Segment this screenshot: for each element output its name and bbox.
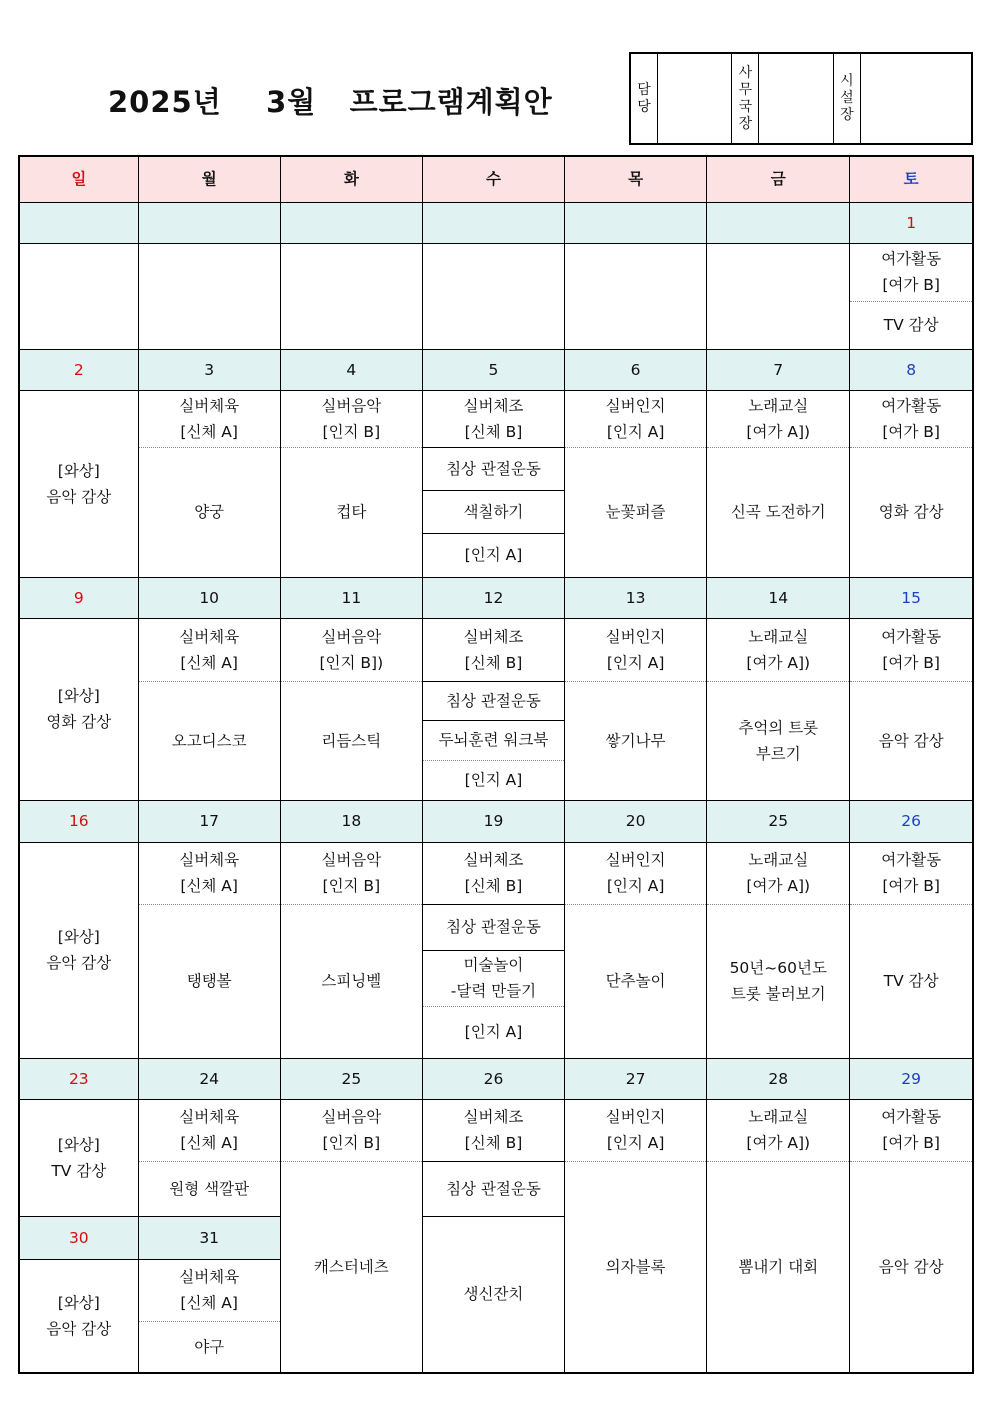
program-cell: 색칠하기 [422, 490, 564, 533]
approval-sign-director [860, 53, 972, 144]
weekday-sat: 토 [850, 156, 973, 202]
program-cell: 신곡 도전하기 [707, 447, 850, 577]
program-cell [280, 1099, 422, 1161]
program-cell-empty [707, 243, 850, 349]
program-name: 실버음악 [321, 851, 382, 869]
program-cell [565, 618, 707, 681]
date-cell: 1 [850, 202, 973, 243]
calendar-table [18, 155, 974, 1374]
date-cell: 11 [280, 577, 422, 618]
program-cell: 양궁 [138, 447, 280, 577]
program-cell: 원형 색깔판 [138, 1161, 280, 1216]
date-cell: 24 [138, 1058, 280, 1099]
program-name: 음악 감상 [46, 954, 112, 972]
program-category: [여가 A]) [746, 1134, 811, 1152]
date-cell: 17 [138, 800, 280, 842]
program-cell: 음악 감상 [850, 681, 973, 800]
program-cell: 스피닝벨 [280, 904, 422, 1058]
date-cell: 31 [138, 1216, 280, 1259]
date-cell: 4 [280, 349, 422, 390]
program-name: 실버체조 [463, 1108, 524, 1126]
program-category: [여가 B] [882, 877, 940, 895]
program-cell [565, 390, 707, 447]
program-name: 추억의 트롯 [738, 718, 819, 737]
date-cell: 3 [138, 349, 280, 390]
program-cell: 생신잔치 [422, 1216, 564, 1373]
program-name: 실버체조 [463, 851, 524, 869]
program-cell [707, 1099, 850, 1161]
program-category: [와상] [57, 461, 100, 480]
program-category: [신체 B] [464, 1134, 523, 1152]
program-cell [138, 618, 280, 681]
program-category: [와상] [57, 687, 100, 705]
weekday-sun: 일 [19, 156, 138, 202]
program-cell: 침상 관절운동 [422, 447, 564, 490]
bedside-program-cell [19, 842, 138, 1058]
program-category: [신체 A] [180, 1294, 238, 1312]
program-category: [여가 A]) [746, 653, 811, 672]
bedside-program-cell [19, 1099, 138, 1216]
program-name: 영화 감상 [46, 713, 112, 731]
program-cell [850, 390, 973, 447]
approval-sign-manager [658, 53, 732, 144]
date-cell: 15 [850, 577, 973, 618]
date-cell-empty [707, 202, 850, 243]
program-cell: TV 감상 [850, 904, 973, 1058]
program-cell [707, 390, 850, 447]
date-cell: 6 [565, 349, 707, 390]
program-category: [인지 A] [606, 422, 665, 441]
program-name: 실버체육 [179, 1268, 240, 1286]
program-name: 여가활동 [881, 396, 942, 415]
program-cell: 의자블록 [565, 1161, 707, 1373]
date-cell: 5 [422, 349, 564, 390]
program-category: [인지 A] [606, 1134, 665, 1152]
program-cell-empty [138, 243, 280, 349]
program-category: [신체 B] [464, 877, 523, 895]
date-cell: 16 [19, 800, 138, 842]
program-category: [와상] [57, 1293, 100, 1312]
program-cell: 뽐내기 대회 [707, 1161, 850, 1373]
program-category: [신체 A] [180, 877, 238, 895]
program-name: 실버음악 [321, 396, 382, 415]
program-cell-empty [422, 243, 564, 349]
weekday-thu: 목 [565, 156, 707, 202]
program-cell [422, 950, 564, 1006]
program-cell: 영화 감상 [850, 447, 973, 577]
date-cell: 25 [280, 1058, 422, 1099]
date-cell: 13 [565, 577, 707, 618]
program-category: [인지 A] [606, 877, 665, 895]
approval-label-director: 시 설 장 [833, 53, 860, 144]
program-name: -달력 만들기 [450, 982, 537, 1000]
program-cell: 눈꽃퍼즐 [565, 447, 707, 577]
date-row [19, 1058, 973, 1099]
program-name: 실버체육 [179, 1108, 240, 1126]
program-cell: 야구 [138, 1321, 280, 1373]
date-cell: 7 [707, 349, 850, 390]
program-name: 실버음악 [321, 627, 382, 646]
date-cell: 9 [19, 577, 138, 618]
program-cell [850, 243, 973, 301]
weekday-wed: 수 [422, 156, 564, 202]
program-category: [신체 A] [180, 653, 238, 672]
program-cell: [인지 A] [422, 1006, 564, 1058]
program-category: [신체 A] [180, 1134, 238, 1152]
program-cell: TV 감상 [850, 301, 973, 349]
approval-box [629, 52, 973, 145]
date-cell: 26 [422, 1058, 564, 1099]
program-name: 실버체조 [463, 627, 524, 646]
program-name: 실버인지 [605, 396, 666, 415]
program-name: 여가활동 [881, 851, 942, 869]
program-category: [여가 A]) [746, 422, 811, 441]
program-cell-empty [280, 243, 422, 349]
date-cell: 29 [850, 1058, 973, 1099]
program-cell [422, 390, 564, 447]
date-cell: 27 [565, 1058, 707, 1099]
program-name: 노래교실 [748, 851, 809, 869]
program-cell [422, 842, 564, 904]
program-category: [와상] [57, 928, 100, 946]
date-cell: 30 [19, 1216, 138, 1259]
program-cell [850, 1099, 973, 1161]
date-cell: 23 [19, 1058, 138, 1099]
program-name: 실버음악 [321, 1108, 382, 1126]
program-cell [138, 842, 280, 904]
date-row [19, 577, 973, 618]
program-name: 노래교실 [748, 1108, 809, 1126]
date-cell-empty [19, 202, 138, 243]
program-name: 실버인지 [605, 1108, 666, 1126]
date-row [19, 800, 973, 842]
date-cell-empty [280, 202, 422, 243]
date-cell: 28 [707, 1058, 850, 1099]
program-name: 미술놀이 [463, 956, 524, 974]
program-cell [138, 390, 280, 447]
date-cell: 12 [422, 577, 564, 618]
date-cell-empty [422, 202, 564, 243]
program-category: [여가 A]) [746, 877, 811, 895]
program-cell [565, 1099, 707, 1161]
program-name: 부르기 [755, 744, 801, 763]
program-name: 여가활동 [881, 250, 942, 268]
bedside-program-cell [19, 1259, 138, 1373]
program-cell: 리듬스틱 [280, 681, 422, 800]
program-category: [신체 B] [464, 422, 523, 441]
program-name: 노래교실 [748, 396, 809, 415]
program-name: 여가활동 [881, 627, 942, 646]
program-cell [707, 618, 850, 681]
program-cell: 두뇌훈련 워크북 [422, 720, 564, 760]
program-cell [850, 618, 973, 681]
date-row [19, 202, 973, 243]
date-cell: 25 [707, 800, 850, 842]
program-cell [138, 1099, 280, 1161]
program-name: TV 감상 [51, 1161, 107, 1180]
program-category: [와상] [57, 1135, 100, 1154]
program-cell [280, 618, 422, 681]
program-category: [인지 B] [322, 877, 381, 895]
date-cell: 18 [280, 800, 422, 842]
program-cell: 오고디스코 [138, 681, 280, 800]
program-cell: 침상 관절운동 [422, 904, 564, 950]
date-cell-empty [565, 202, 707, 243]
program-category: [인지 B]) [319, 653, 384, 672]
program-name: 음악 감상 [46, 1319, 112, 1338]
date-row [19, 349, 973, 390]
program-category: [신체 B] [464, 653, 523, 672]
program-cell [707, 842, 850, 904]
weekday-fri: 금 [707, 156, 850, 202]
program-name: 실버인지 [605, 851, 666, 869]
program-cell [707, 904, 850, 1058]
program-name: 여가활동 [881, 1108, 942, 1126]
program-name: 실버체육 [179, 851, 240, 869]
program-category: [여가 B] [882, 653, 940, 672]
program-name: 음악 감상 [46, 487, 112, 506]
program-cell [138, 1259, 280, 1321]
program-name: 50년~60년도 [729, 959, 827, 977]
program-cell [565, 842, 707, 904]
program-category: [인지 B] [322, 1134, 381, 1152]
program-cell [280, 390, 422, 447]
program-cell [422, 1099, 564, 1161]
bedside-program-cell [19, 390, 138, 577]
program-category: [여가 B] [882, 422, 940, 441]
weekday-header-row [19, 156, 973, 202]
program-cell: 캐스터네츠 [280, 1161, 422, 1373]
date-cell-empty [138, 202, 280, 243]
date-cell: 10 [138, 577, 280, 618]
program-category: [여가 B] [882, 276, 940, 294]
program-name: 트롯 불러보기 [730, 985, 826, 1003]
weekday-mon: 월 [138, 156, 280, 202]
program-cell: 쌓기나무 [565, 681, 707, 800]
program-cell [422, 618, 564, 681]
program-name: 실버체육 [179, 396, 240, 415]
program-cell-empty [19, 243, 138, 349]
date-cell: 19 [422, 800, 564, 842]
program-cell: 음악 감상 [850, 1161, 973, 1373]
program-category: [인지 B] [322, 422, 381, 441]
bedside-program-cell [19, 618, 138, 800]
program-cell: 컵타 [280, 447, 422, 577]
program-cell: 침상 관절운동 [422, 1161, 564, 1216]
program-name: 실버인지 [605, 627, 666, 646]
approval-label-secretary: 사 무 국 장 [732, 53, 759, 144]
approval-label-manager: 담 당 [630, 53, 658, 144]
date-cell: 26 [850, 800, 973, 842]
program-cell: [인지 A] [422, 760, 564, 800]
program-category: [신체 A] [180, 422, 238, 441]
program-cell: 탱탱볼 [138, 904, 280, 1058]
date-cell: 20 [565, 800, 707, 842]
program-cell: 단추놀이 [565, 904, 707, 1058]
program-cell [850, 842, 973, 904]
date-cell: 2 [19, 349, 138, 390]
program-name: 실버체조 [463, 396, 524, 415]
program-cell-empty [565, 243, 707, 349]
page-title: 2025년 3월 프로그램계획안 [108, 85, 553, 119]
program-category: [인지 A] [606, 653, 665, 672]
weekday-tue: 화 [280, 156, 422, 202]
program-cell [280, 842, 422, 904]
program-cell: 침상 관절운동 [422, 681, 564, 720]
program-cell: [인지 A] [422, 533, 564, 577]
approval-sign-secretary [759, 53, 833, 144]
program-name: 노래교실 [748, 627, 809, 646]
date-cell: 14 [707, 577, 850, 618]
program-name: 실버체육 [179, 627, 240, 646]
program-cell [707, 681, 850, 800]
program-category: [여가 B] [882, 1134, 940, 1152]
date-cell: 8 [850, 349, 973, 390]
